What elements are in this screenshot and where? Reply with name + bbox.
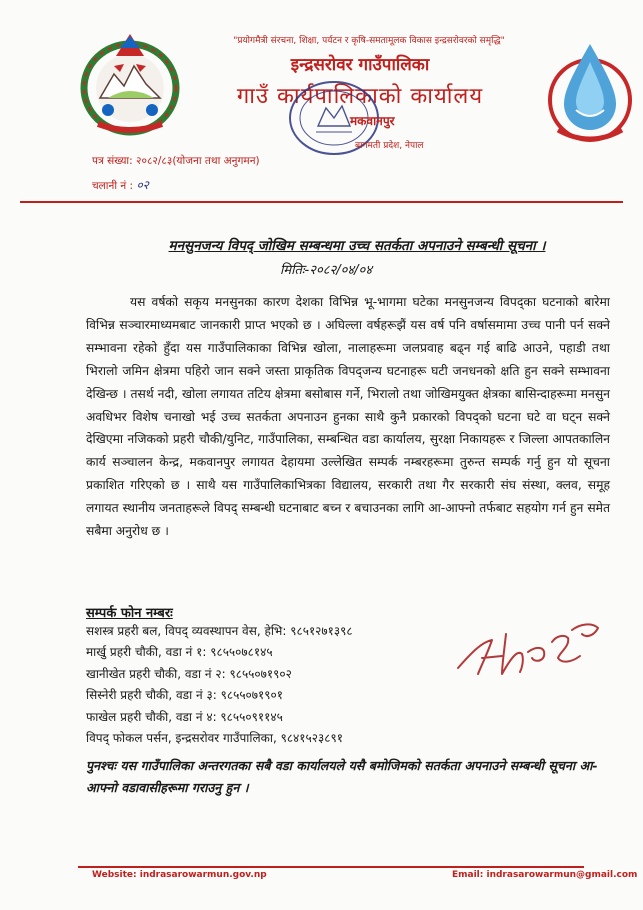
signature-icon (452, 612, 604, 692)
contact-list (86, 621, 353, 749)
slogan: "प्रयोगमैत्री संरचना, शिक्षा, पर्यटन र कृषि-समतामूलक विकास इन्द्रसरोवरको समृद्धि" (233, 36, 505, 46)
postscript: पुनश्चः यस गाउँपालिका अन्तरगतका सबै वडा कार्यालयले यसै बमोजिमको सतर्कता अपनाउने सम्बन्धी सूचना आ-आफ्नो वडावासीहरूमा गराउनु हुन । (86, 758, 598, 795)
contact-item: सिस्नेरी प्रहरी चौकी, वडा नं ३: ९८५५०७१९०१ (86, 688, 283, 703)
contact-item: खानीखेत प्रहरी चौकी, वडा नं २: ९८५५०७१९०२ (86, 666, 292, 681)
contact-item: फाखेल प्रहरी चौकी, वडा नं ४: ९८५५०९११४५ (86, 709, 283, 724)
notice-subject: मनसुनजन्य विपद् जोखिम सम्बन्धमा उच्च सतर्कता अपनाउने सम्बन्धी सूचना । (168, 238, 546, 254)
notice-body (86, 291, 610, 543)
dispatch-label: चलानी नं : (92, 180, 134, 192)
contact-item: मार्खु प्रहरी चौकी, वडा नं १: ९८५५०७८१४५ (86, 645, 273, 660)
email-link[interactable]: Email: indrasarowarmun@gmail.com (452, 870, 638, 880)
district: मकवानपुर (350, 114, 395, 128)
reference-value: २०८२/८३(योजना तथा अनुगमन) (136, 155, 260, 167)
notice-body-text: यस वर्षको सकृय मनसुनका कारण देशका विभिन्न भू-भागमा घटेका मनसुनजन्य विपद्का घटनाको बारेमा विभिन्न सञ्चारमाध्यमबाट जानकारी प्राप्त भएको छ । अघिल्ला वर्षहरूझैं यस वर्ष पनि वर्षासमामा उच्च पानी पर्न सक्ने सम्भावना रहेको हुँदा यस गाउँपालिकाका विभिन्न खोला, नालाहरूमा जलप्रवाह बढ्न गई बाढि आउने, पहाडी तथा भिरालो जमिन क्षेत्रमा पहिरो जान सक्ने जस्ता प्राकृतिक विपद्जन्य घटनाहरू घटी जनधनको क्षति हुन सक्ने सम्भावना देखिन्छ । तसर्थ नदी, खोला लगायत तटिय क्षेत्रमा बसोबास गर्ने, भिरालो तथा जोखिमयुक्त क्षेत्रका बासिन्दाहरूमा मनसुन अवधिभर विशेष चनाखो भई उच्च सतर्कता अपनाउन हुनका साथै कुनै प्रकारको विपद्को घटना घटे वा घट्न सक्ने देखिएमा नजिकको प्रहरी चौकी/युनिट, गाउँपालिका, सम्बन्धित वडा कार्यालय, सुरक्षा निकायहरू र जिल्ला आपतकालिन कार्य सञ्चालन केन्द्र, मकवानपुर लगायत देहायमा उल्लेखित सम्पर्क नम्बरहरूमा तुरुन्त सम्पर्क गर्नु हुन यो सूचना प्रकाशित गरिएको छ । साथै यस गाउँपालिकाभित्रका विद्यालय, सरकारी तथा गैर सरकारी संघ संस्था, क्लव, समूह लगायत स्थानीय जनताहरूले विपद् सम्बन्धी घटनाबाट बच्न र बचाउनका लागि आ-आफ्नो तर्फबाट सहयोग गर्न हुन समेत सबैमा अनुरोध छ । (86, 295, 610, 539)
header-divider (20, 201, 623, 203)
notice-date: मितिः-२०८२/०४/०४ (280, 263, 373, 278)
dispatch-number (92, 176, 149, 193)
contacts-title: सम्पर्क फोन नम्बरः (86, 606, 173, 621)
reference-number (92, 154, 260, 168)
municipality-logo-icon (544, 40, 636, 144)
province: बागमती प्रदेश, नेपाल (355, 141, 424, 151)
contact-item: विपद् फोकल पर्सन, इन्द्रसरोवर गाउँपालिका, ९८४१५२३८९१ (86, 731, 343, 746)
contact-item: सशस्त्र प्रहरी बल, विपद् व्यवस्थापन वेस, हेभि: ९८५१२७१३९८ (86, 624, 353, 638)
dispatch-value: ०२ (136, 178, 149, 192)
office-name: इन्द्रसरोवर गाउँपालिका (290, 55, 430, 75)
office-title: गाउँ कार्यपालिकाको कार्यालय (236, 84, 484, 109)
website-link[interactable]: Website: indrasarowarmun.gov.np (92, 870, 267, 880)
nepal-emblem-icon (78, 26, 182, 138)
footer-divider (78, 866, 584, 868)
reference-label: पत्र संख्या: (92, 155, 133, 167)
